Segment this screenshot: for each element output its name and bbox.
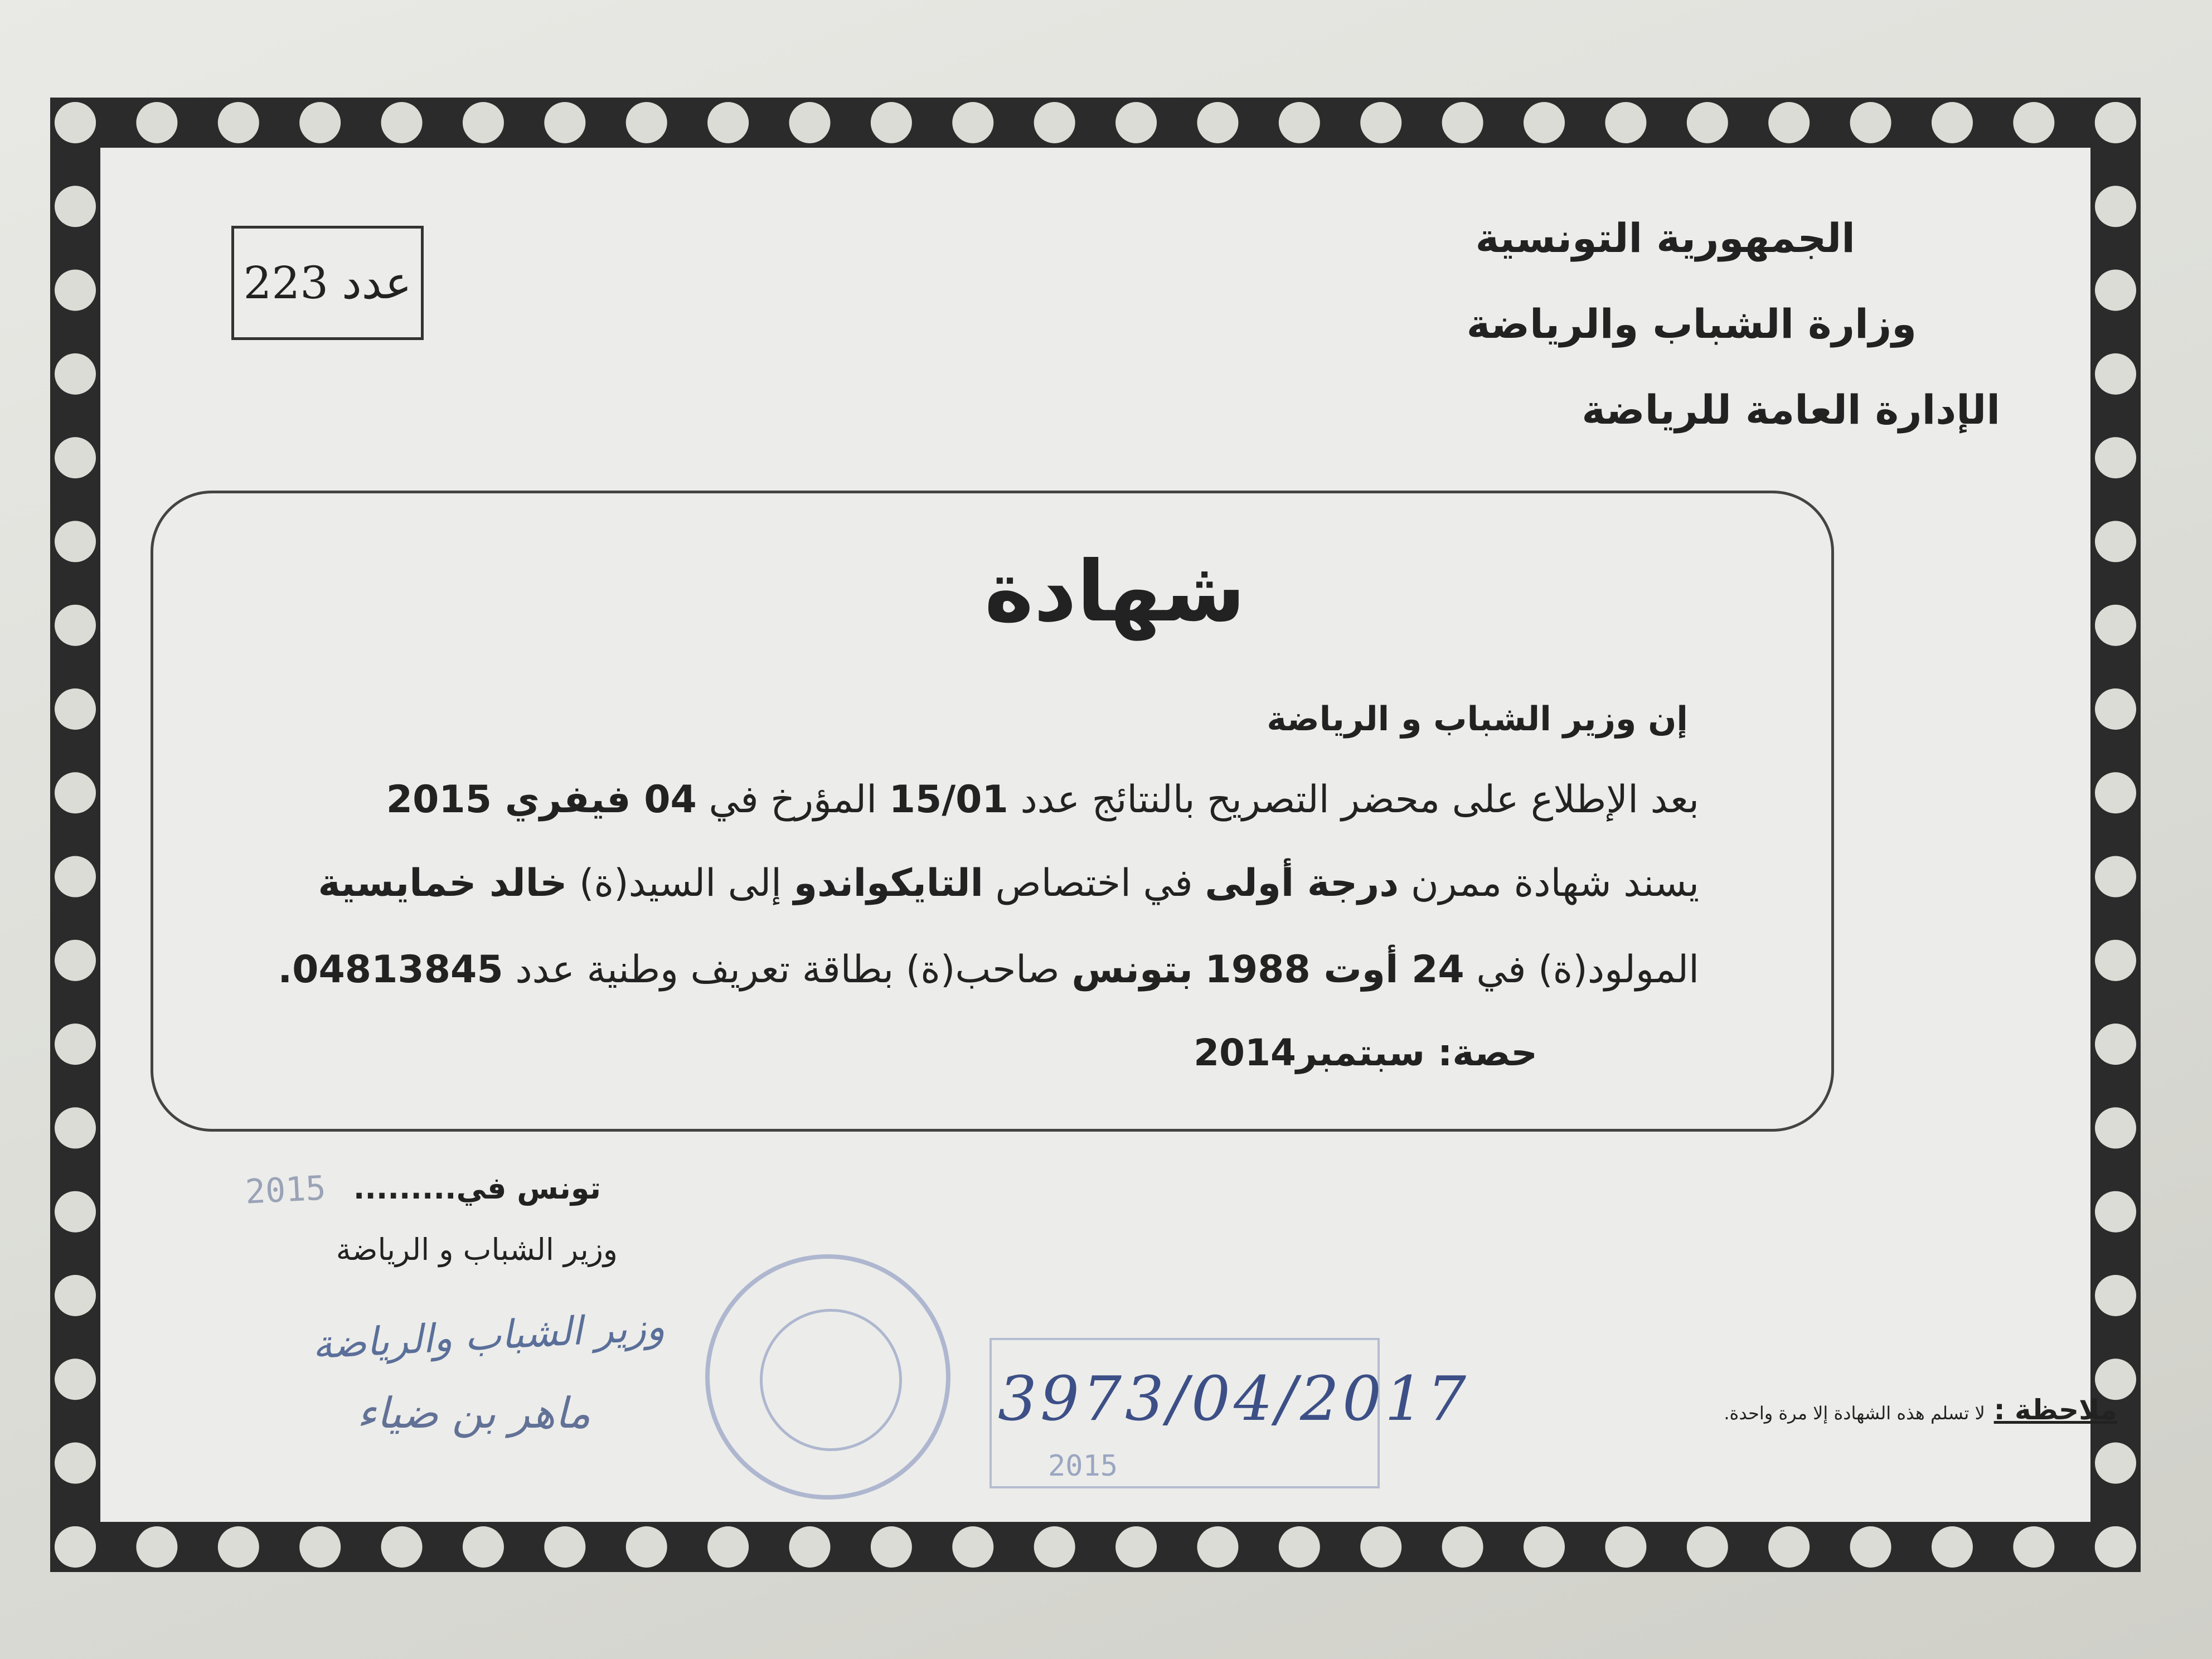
note-text: لا تسلم هذه الشهادة إلا مرة واحدة.: [1724, 1403, 1985, 1424]
body-line-4: [278, 948, 1699, 992]
birth-place: بتونس: [1071, 948, 1193, 992]
results-number: 15/01: [889, 778, 1008, 822]
header-directorate: الإدارة العامة للرياضة: [1582, 386, 2000, 433]
stamp-handwritten-number: 3973/04/2017: [998, 1363, 1469, 1434]
handwritten-minister-title: وزير الشباب والرياضة: [311, 1303, 666, 1368]
stamp-faded-year: 2015: [1048, 1449, 1118, 1483]
header-republic: الجمهورية التونسية: [1475, 215, 1855, 261]
body-line-3: [318, 861, 1699, 905]
line2-middle: المؤرخ في: [709, 778, 877, 822]
body-line-2: [386, 778, 1699, 822]
line3-to: إلى السيد(ة): [579, 861, 782, 905]
line4-middle: صاحب(ة) بطاقة تعريف وطنية عدد: [515, 948, 1060, 992]
place-date-line: تونس في.........: [353, 1171, 601, 1206]
degree: درجة أولى: [1205, 861, 1399, 905]
results-date: 04 فيفري 2015: [386, 778, 697, 822]
recipient-name: خالد خمايسية: [318, 861, 567, 905]
certificate-number-box: [231, 226, 424, 340]
faded-date-stamp: 2015: [244, 1168, 327, 1212]
number-label: عدد: [342, 257, 412, 309]
session-label: حصة:: [1437, 1031, 1537, 1074]
note-label: ملاحظة :: [1993, 1394, 2117, 1426]
line4-prefix: المولود(ة) في: [1476, 948, 1699, 992]
line3-middle: في اختصاص: [995, 861, 1193, 905]
handwritten-signature-name: ماهر بن ضياء: [357, 1388, 591, 1438]
certificate-title: شهادة: [984, 544, 1246, 641]
national-id: 04813845.: [278, 948, 503, 992]
birth-date: 24 أوت 1988: [1205, 948, 1464, 992]
header-ministry: وزارة الشباب والرياضة: [1466, 300, 1917, 347]
line2-prefix: بعد الإطلاع على محضر التصريح بالنتائج عدد: [1020, 778, 1699, 822]
body-line-1: إن وزير الشباب و الرياضة: [1267, 700, 1688, 739]
footer-note: [1724, 1394, 2117, 1426]
line3-prefix: يسند شهادة ممرن: [1410, 861, 1699, 905]
body-line-5: [1194, 1031, 1537, 1074]
session-value: سبتمبر2014: [1194, 1031, 1425, 1074]
official-seal: [705, 1254, 950, 1500]
issuer-header: [1466, 215, 2000, 472]
number-value: 223: [243, 257, 329, 309]
sport: التايكواندو: [793, 861, 983, 905]
minister-title: وزير الشباب و الرياضة: [336, 1232, 618, 1267]
